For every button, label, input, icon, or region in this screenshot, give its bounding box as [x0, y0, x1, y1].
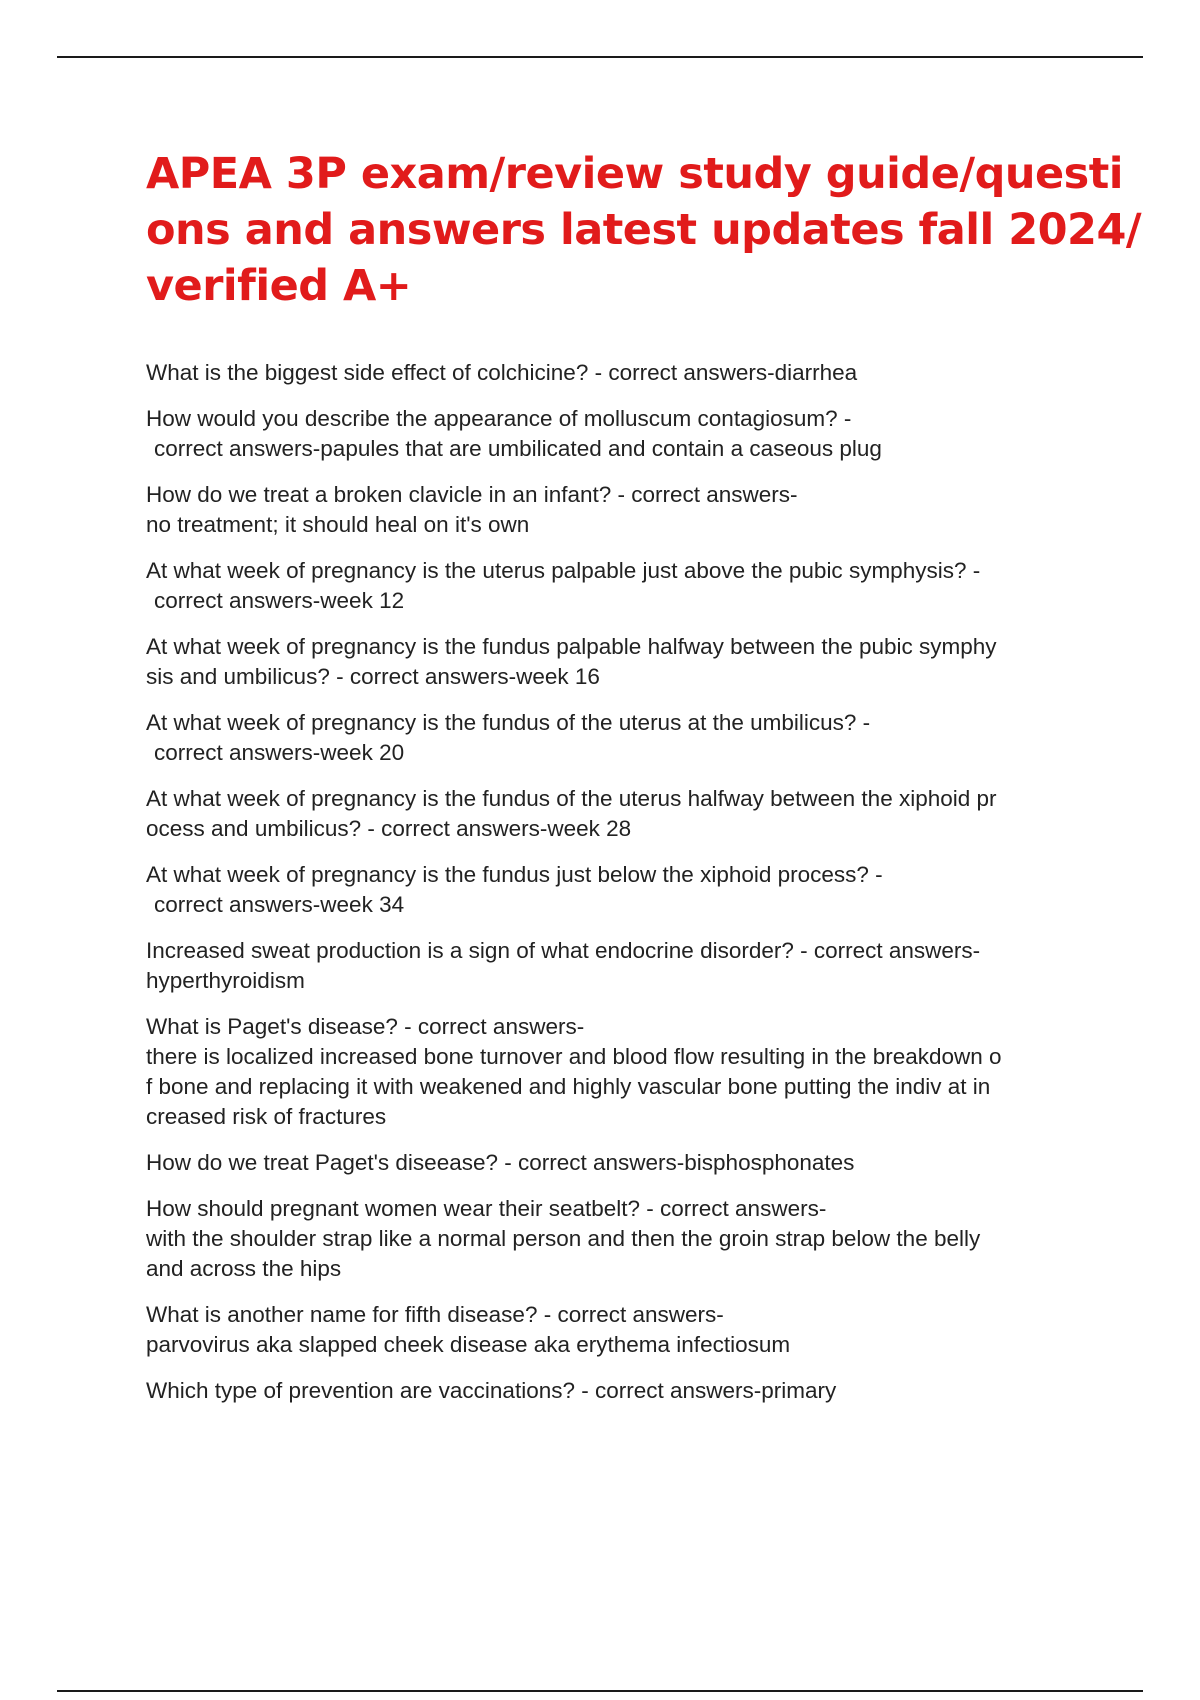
- qa-line: At what week of pregnancy is the fundus just below the xiphoid process? -: [146, 862, 883, 887]
- qa-line: Increased sweat production is a sign of what endocrine disorder? - correct answers-: [146, 938, 981, 963]
- qa-line: parvovirus aka slapped cheek disease aka erythema infectiosum: [146, 1332, 791, 1357]
- qa-line: How do we treat Paget's diseease? - correct answers-bisphosphonates: [146, 1150, 855, 1175]
- title-line: verified A+: [146, 261, 412, 311]
- qa-item: [146, 632, 1106, 692]
- qa-line: How would you describe the appearance of molluscum contagiosum? -: [146, 406, 852, 431]
- qa-line: At what week of pregnancy is the fundus palpable halfway between the pubic symphy: [146, 634, 997, 659]
- qa-line: What is the biggest side effect of colchicine? - correct answers-diarrhea: [146, 360, 858, 385]
- qa-line: sis and umbilicus? - correct answers-week 16: [146, 664, 600, 689]
- qa-line: What is Paget's disease? - correct answers-: [146, 1014, 585, 1039]
- qa-item: [146, 936, 1106, 996]
- qa-line: no treatment; it should heal on it's own: [146, 512, 530, 537]
- qa-line: At what week of pregnancy is the fundus of the uterus halfway between the xiphoid pr: [146, 786, 997, 811]
- qa-line: At what week of pregnancy is the uterus palpable just above the pubic symphysis? -: [146, 558, 981, 583]
- qa-line: f bone and replacing it with weakened and highly vascular bone putting the indiv at in: [146, 1074, 991, 1099]
- qa-line: correct answers-week 34: [154, 892, 405, 917]
- qa-item: [146, 1194, 1106, 1284]
- qa-line: How do we treat a broken clavicle in an infant? - correct answers-: [146, 482, 798, 507]
- qa-line: correct answers-week 20: [154, 740, 405, 765]
- header-rule: [57, 56, 1143, 58]
- qa-line: creased risk of fractures: [146, 1104, 387, 1129]
- title-line: ons and answers latest updates fall 2024/: [146, 205, 1142, 255]
- qa-line: At what week of pregnancy is the fundus of the uterus at the umbilicus? -: [146, 710, 871, 735]
- qa-line: hyperthyroidism: [146, 968, 305, 993]
- footer-rule: [57, 1690, 1143, 1692]
- qa-item: [146, 1300, 1106, 1360]
- qa-line: How should pregnant women wear their seatbelt? - correct answers-: [146, 1196, 827, 1221]
- qa-list: [146, 358, 1106, 1422]
- qa-line: correct answers-papules that are umbilicated and contain a caseous plug: [154, 436, 882, 461]
- qa-item: [146, 1376, 1106, 1406]
- qa-item: [146, 556, 1106, 616]
- qa-item: [146, 708, 1106, 768]
- qa-item: [146, 860, 1106, 920]
- qa-line: What is another name for fifth disease? - correct answers-: [146, 1302, 724, 1327]
- qa-line: Which type of prevention are vaccinations? - correct answers-primary: [146, 1378, 837, 1403]
- qa-item: [146, 480, 1106, 540]
- qa-line: with the shoulder strap like a normal person and then the groin strap below the belly: [146, 1226, 981, 1251]
- qa-item: [146, 404, 1106, 464]
- qa-item: [146, 784, 1106, 844]
- qa-line: there is localized increased bone turnover and blood flow resulting in the breakdown o: [146, 1044, 1002, 1069]
- qa-item: [146, 1148, 1106, 1178]
- qa-line: and across the hips: [146, 1256, 342, 1281]
- qa-item: [146, 1012, 1106, 1132]
- title-line: APEA 3P exam/review study guide/questi: [146, 149, 1124, 199]
- qa-line: correct answers-week 12: [154, 588, 405, 613]
- document-title: [146, 146, 1142, 314]
- qa-line: ocess and umbilicus? - correct answers-week 28: [146, 816, 632, 841]
- qa-item: [146, 358, 1106, 388]
